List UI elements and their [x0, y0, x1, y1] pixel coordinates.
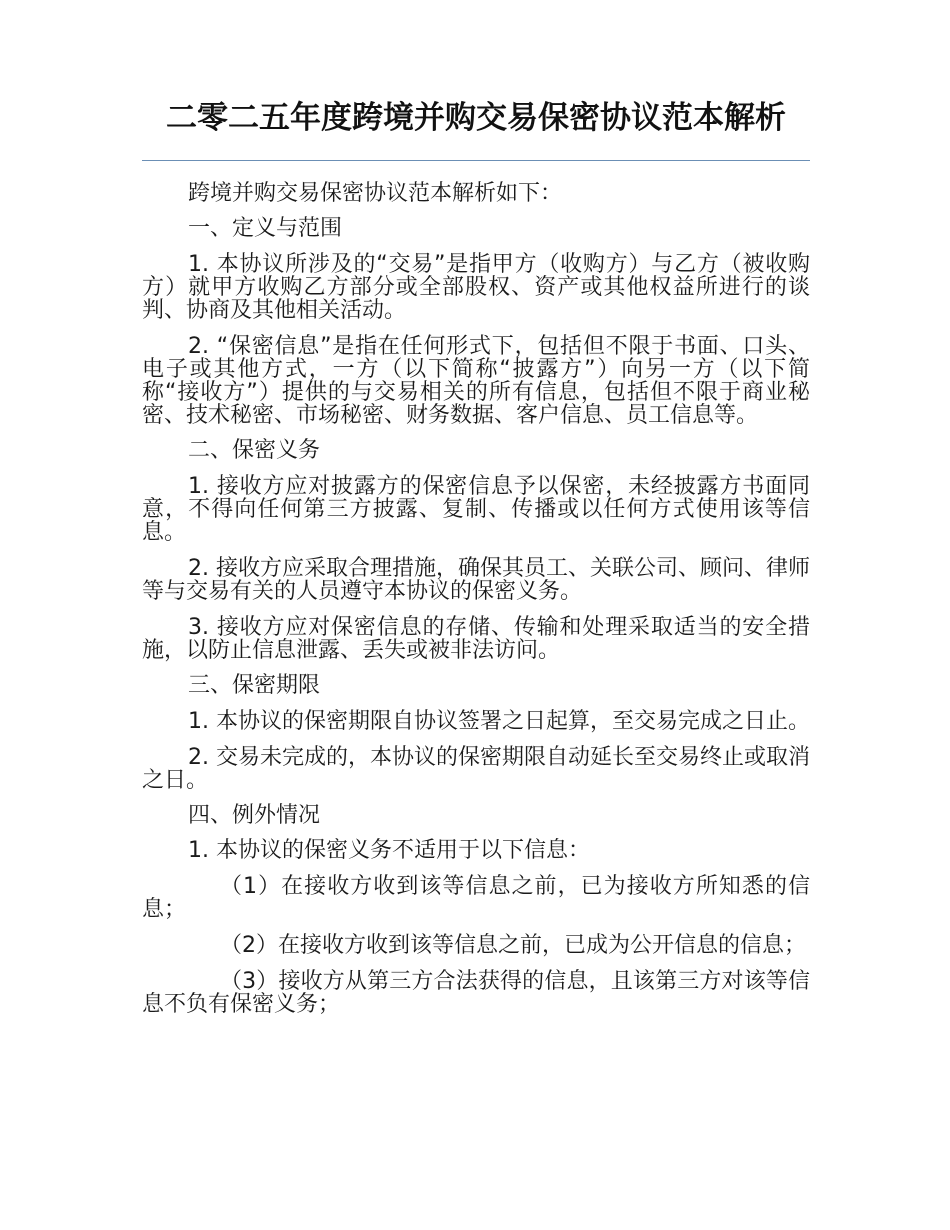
sub-clause-paragraph: （3）接收方从第三方合法获得的信息，且该第三方对该等信息不负有保密义务； [142, 969, 810, 1017]
title-divider [142, 160, 810, 161]
sub-clause-paragraph: （1）在接收方收到该等信息之前，已为接收方所知悉的信息； [142, 874, 810, 922]
section-heading-exceptions: 四、例外情况 [188, 803, 321, 828]
clause-paragraph: 1. 接收方应对披露方的保密信息予以保密，未经披露方书面同意，不得向任何第三方披露、复制、传播或以任何方式使用该等信息。 [142, 474, 810, 545]
document-body [142, 176, 810, 1016]
section-heading-definitions: 一、定义与范围 [188, 216, 343, 241]
clause-paragraph: 2. 接收方应采取合理措施，确保其员工、关联公司、顾问、律师等与交易有关的人员遵守本协议的保密义务。 [142, 556, 810, 604]
section-heading-obligations: 二、保密义务 [188, 438, 321, 463]
clause-paragraph: 2. 交易未完成的，本协议的保密期限自动延长至交易终止或取消之日。 [142, 745, 810, 793]
clause-paragraph: 1. 本协议所涉及的“交易”是指甲方（收购方）与乙方（被收购方）就甲方收购乙方部分或全部股权、资产或其他权益所进行的谈判、协商及其他相关活动。 [142, 252, 810, 323]
section-heading-term: 三、保密期限 [188, 673, 321, 698]
clause-paragraph: 1. 本协议的保密义务不适用于以下信息： [188, 838, 590, 863]
sub-clause-paragraph: （2）在接收方收到该等信息之前，已成为公开信息的信息； [220, 933, 806, 958]
clause-paragraph: 1. 本协议的保密期限自协议签署之日起算，至交易完成之日止。 [188, 709, 810, 734]
clause-paragraph: 2. “保密信息”是指在任何形式下，包括但不限于书面、口头、电子或其他方式，一方（以下简称“披露方”）向另一方（以下简称“接收方”）提供的与交易相关的所有信息，包括但不限于商业秘密、技术秘密、市场秘密、财务数据、客户信息、员工信息等。 [142, 334, 810, 428]
document-title: 二零二五年度跨境并购交易保密协议范本解析 [166, 100, 786, 136]
clause-paragraph: 3. 接收方应对保密信息的存储、传输和处理采取适当的安全措施，以防止信息泄露、丢失或被非法访问。 [142, 615, 810, 663]
intro-paragraph: 跨境并购交易保密协议范本解析如下： [188, 181, 563, 206]
